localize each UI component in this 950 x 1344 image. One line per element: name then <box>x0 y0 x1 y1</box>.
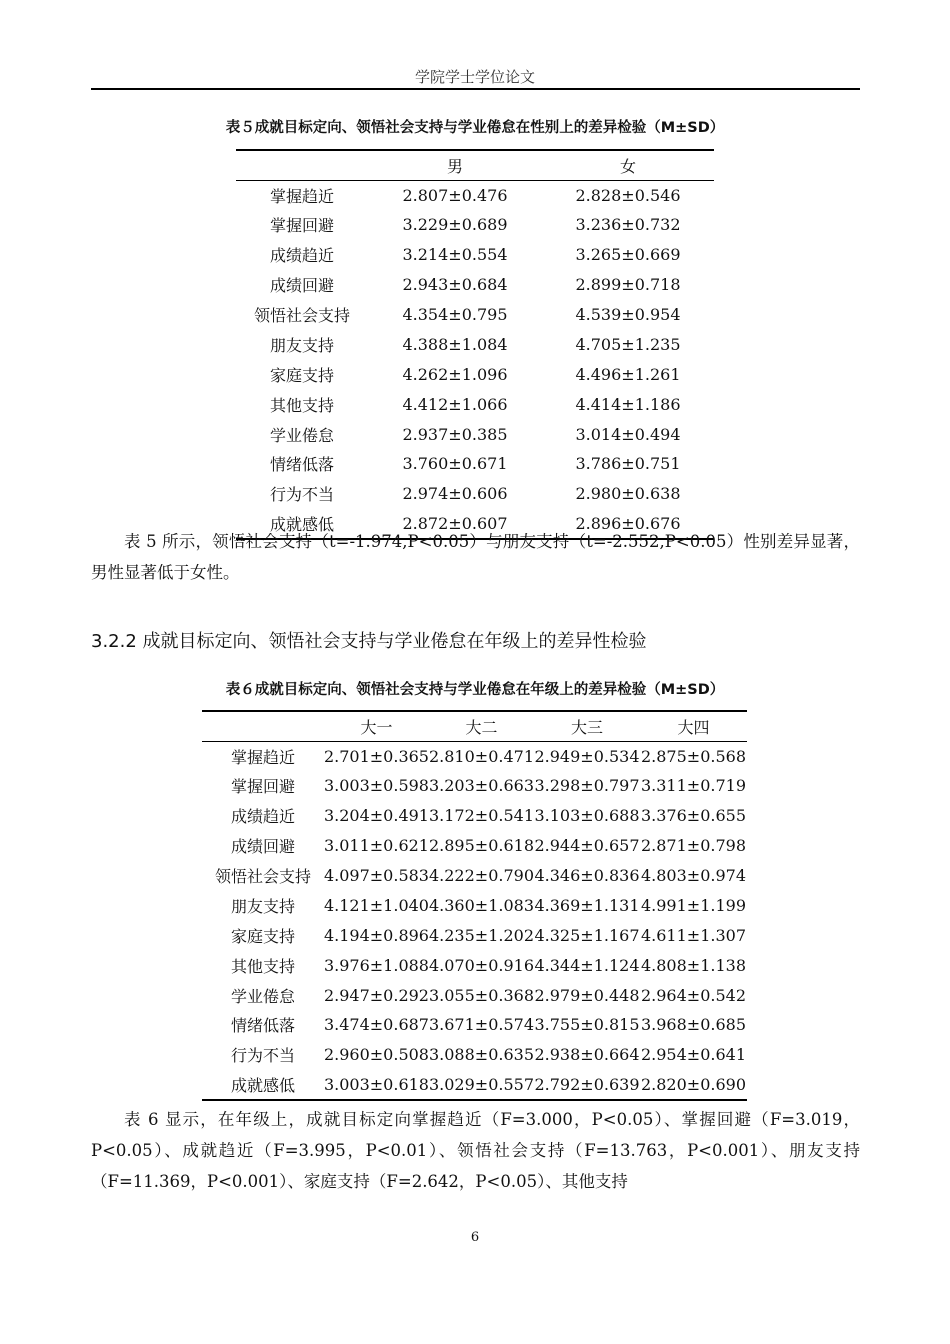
table-cell: 2.938±0.664 <box>534 1045 640 1065</box>
row-label: 其他支持 <box>269 395 334 415</box>
table-cell: 4.412±1.066 <box>402 394 508 414</box>
table6-caption: 表６成就目标定向、领悟社会支持与学业倦怠在年级上的差异检验（M±SD） <box>225 682 725 698</box>
table-cell: 4.346±0.836 <box>534 866 640 885</box>
table-header-row <box>202 711 747 741</box>
table-cell: 3.014±0.494 <box>575 424 681 444</box>
table-cell: 3.265±0.669 <box>575 245 681 265</box>
column-header: 大二 <box>429 711 534 741</box>
table-cell: 3.011±0.621 <box>323 836 429 856</box>
table-cell: 2.899±0.718 <box>575 275 681 295</box>
table-cell: 4.360±1.083 <box>428 895 534 915</box>
column-header: 男 <box>368 150 542 180</box>
table-row <box>202 1040 747 1070</box>
row-label: 行为不当 <box>230 1046 295 1066</box>
table-cell: 4.070±0.916 <box>428 955 534 975</box>
running-header-title: 学院学士学位论文 <box>414 68 535 86</box>
column-header: 女 <box>542 150 714 180</box>
column-header <box>236 150 368 180</box>
table-cell: 4.808±1.138 <box>640 955 746 975</box>
table-row <box>202 1070 747 1100</box>
table-cell: 4.705±1.235 <box>575 334 681 354</box>
table-cell: 3.671±0.574 <box>428 1015 534 1035</box>
table-row <box>202 771 747 801</box>
table-row <box>236 419 714 449</box>
table-cell: 4.354±0.795 <box>402 305 508 324</box>
table-cell: 3.976±1.088 <box>323 955 429 975</box>
table-cell: 4.121±1.040 <box>323 895 429 915</box>
table-row <box>236 270 714 300</box>
table-cell: 3.236±0.732 <box>575 215 681 235</box>
table-cell: 2.974±0.606 <box>402 484 508 504</box>
table-cell: 2.871±0.798 <box>640 836 746 856</box>
table-cell: 2.872±0.607 <box>368 509 542 539</box>
table-cell: 4.496±1.261 <box>575 364 681 384</box>
table-cell: 4.222±0.790 <box>428 866 534 885</box>
table-row <box>202 741 747 771</box>
table-cell: 3.760±0.671 <box>402 454 508 474</box>
row-label: 成就感低 <box>202 1070 324 1100</box>
table-cell: 2.896±0.676 <box>542 509 714 539</box>
table-cell: 4.611±1.307 <box>640 925 746 945</box>
table-cell: 3.029±0.557 <box>429 1070 534 1100</box>
row-label: 成绩趋近 <box>230 807 295 827</box>
table-cell: 2.875±0.568 <box>640 746 746 766</box>
table-cell: 4.235±1.202 <box>428 925 534 945</box>
table-cell: 2.947±0.292 <box>323 985 429 1005</box>
table-cell: 2.807±0.476 <box>402 185 508 205</box>
row-label: 掌握回避 <box>269 216 334 236</box>
column-header: 大三 <box>534 711 640 741</box>
row-label: 学业倦怠 <box>230 986 295 1006</box>
row-label: 情绪低落 <box>269 455 334 475</box>
table-cell: 3.474±0.687 <box>323 1015 429 1035</box>
table-cell: 3.755±0.815 <box>534 1015 640 1035</box>
table-cell: 3.172±0.541 <box>428 806 534 826</box>
table-cell: 2.954±0.641 <box>640 1045 746 1065</box>
table-row <box>202 950 747 980</box>
table-row <box>236 210 714 240</box>
table-cell: 4.539±0.954 <box>575 305 681 324</box>
table-cell: 2.828±0.546 <box>575 185 681 205</box>
row-label: 朋友支持 <box>230 896 295 916</box>
row-label: 其他支持 <box>230 956 295 976</box>
header-rule <box>91 88 860 90</box>
column-header <box>202 711 324 741</box>
table-cell: 3.298±0.797 <box>534 776 640 796</box>
table5-caption: 表５成就目标定向、领悟社会支持与学业倦怠在性别上的差异检验（M±SD） <box>225 120 725 136</box>
table-cell: 4.803±0.974 <box>640 866 746 885</box>
table-row <box>202 980 747 1010</box>
table-cell: 3.003±0.618 <box>324 1070 429 1100</box>
row-label: 家庭支持 <box>230 926 295 946</box>
table-row <box>236 449 714 479</box>
table6-grade <box>202 710 747 1101</box>
table-cell: 3.103±0.688 <box>534 806 640 826</box>
table-row <box>202 861 747 891</box>
table-cell: 2.792±0.639 <box>534 1070 640 1100</box>
table-row <box>202 890 747 920</box>
row-label: 朋友支持 <box>269 335 334 355</box>
table-row <box>202 920 747 950</box>
row-label: 成绩回避 <box>269 276 334 296</box>
table-row <box>236 300 714 330</box>
table-row <box>236 479 714 509</box>
table-cell: 2.979±0.448 <box>534 985 640 1005</box>
table-row <box>236 180 714 210</box>
column-header: 大四 <box>640 711 747 741</box>
table-cell: 3.229±0.689 <box>402 215 508 235</box>
table-cell: 2.895±0.618 <box>428 836 534 856</box>
row-label: 成就感低 <box>236 509 368 539</box>
table-row <box>202 831 747 861</box>
table-row <box>236 359 714 389</box>
table-cell: 4.344±1.124 <box>534 955 640 975</box>
table5-gender <box>236 149 714 540</box>
table-cell: 3.786±0.751 <box>575 454 681 474</box>
table-cell: 3.204±0.491 <box>323 806 429 826</box>
table-cell: 2.820±0.690 <box>640 1070 747 1100</box>
row-label: 领悟社会支持 <box>214 867 311 886</box>
table-row <box>202 1010 747 1040</box>
table-cell: 2.980±0.638 <box>575 484 681 504</box>
table-row <box>202 801 747 831</box>
row-label: 情绪低落 <box>230 1016 295 1036</box>
table-cell: 3.055±0.368 <box>428 985 534 1005</box>
table-cell: 4.194±0.896 <box>323 925 429 945</box>
table-cell: 3.968±0.685 <box>640 1015 746 1035</box>
table-cell: 3.203±0.663 <box>428 776 534 796</box>
row-label: 掌握回避 <box>230 777 295 797</box>
table-cell: 2.701±0.365 <box>323 746 429 766</box>
paragraph-gender-result: 表 5 所示，领悟社会支持（t=-1.974,P<0.05）与朋友支持（t=-2.552,P<0.05）性别差异显著，男性显著低于女性。 <box>91 532 860 582</box>
row-label: 学业倦怠 <box>269 425 334 445</box>
table-cell: 2.937±0.385 <box>402 424 508 444</box>
table-cell: 4.325±1.167 <box>534 925 640 945</box>
table-header-row <box>236 150 714 180</box>
table-cell: 4.262±1.096 <box>402 364 508 384</box>
table-cell: 4.388±1.084 <box>402 334 508 354</box>
table-row <box>236 329 714 359</box>
table-row <box>236 240 714 270</box>
row-label: 成绩回避 <box>230 837 295 857</box>
table-cell: 2.960±0.508 <box>323 1045 429 1065</box>
section-heading-3-2-2: 3.2.2 成就目标定向、领悟社会支持与学业倦怠在年级上的差异性检验 <box>91 631 647 652</box>
table-cell: 2.810±0.471 <box>428 746 534 766</box>
table-cell: 3.003±0.598 <box>323 776 429 796</box>
row-label: 成绩趋近 <box>269 246 334 266</box>
table-cell: 3.311±0.719 <box>640 776 746 796</box>
table-cell: 2.964±0.542 <box>640 985 746 1005</box>
table-cell: 4.097±0.583 <box>323 866 429 885</box>
row-label: 领悟社会支持 <box>253 306 350 325</box>
table-cell: 3.376±0.655 <box>640 806 746 826</box>
table-cell: 3.088±0.635 <box>428 1045 534 1065</box>
table-cell: 2.943±0.684 <box>402 275 508 295</box>
table-cell: 2.944±0.657 <box>534 836 640 856</box>
row-label: 掌握趋近 <box>269 186 334 206</box>
paragraph-grade-result: 表 6 显示，在年级上，成就目标定向掌握趋近（F=3.000，P<0.05）、掌握回避（F=3.019，P<0.05）、成就趋近（F=3.995，P<0.01）、领悟社会支持（F=13.763，P<0.001）、朋友支持（F=11.369，P<0.001）、家庭支持（F=2.642，P<0.05）、其他支持 <box>91 1110 860 1191</box>
column-header: 大一 <box>324 711 429 741</box>
table-cell: 3.214±0.554 <box>402 245 508 265</box>
row-label: 行为不当 <box>269 485 334 505</box>
page-number: 6 <box>470 1230 480 1245</box>
table-cell: 2.949±0.534 <box>534 746 640 766</box>
table-cell: 4.991±1.199 <box>640 895 746 915</box>
table-row <box>236 389 714 419</box>
table-cell: 4.369±1.131 <box>534 895 640 915</box>
row-label: 掌握趋近 <box>230 747 295 767</box>
row-label: 家庭支持 <box>269 365 334 385</box>
table-cell: 4.414±1.186 <box>575 394 681 414</box>
